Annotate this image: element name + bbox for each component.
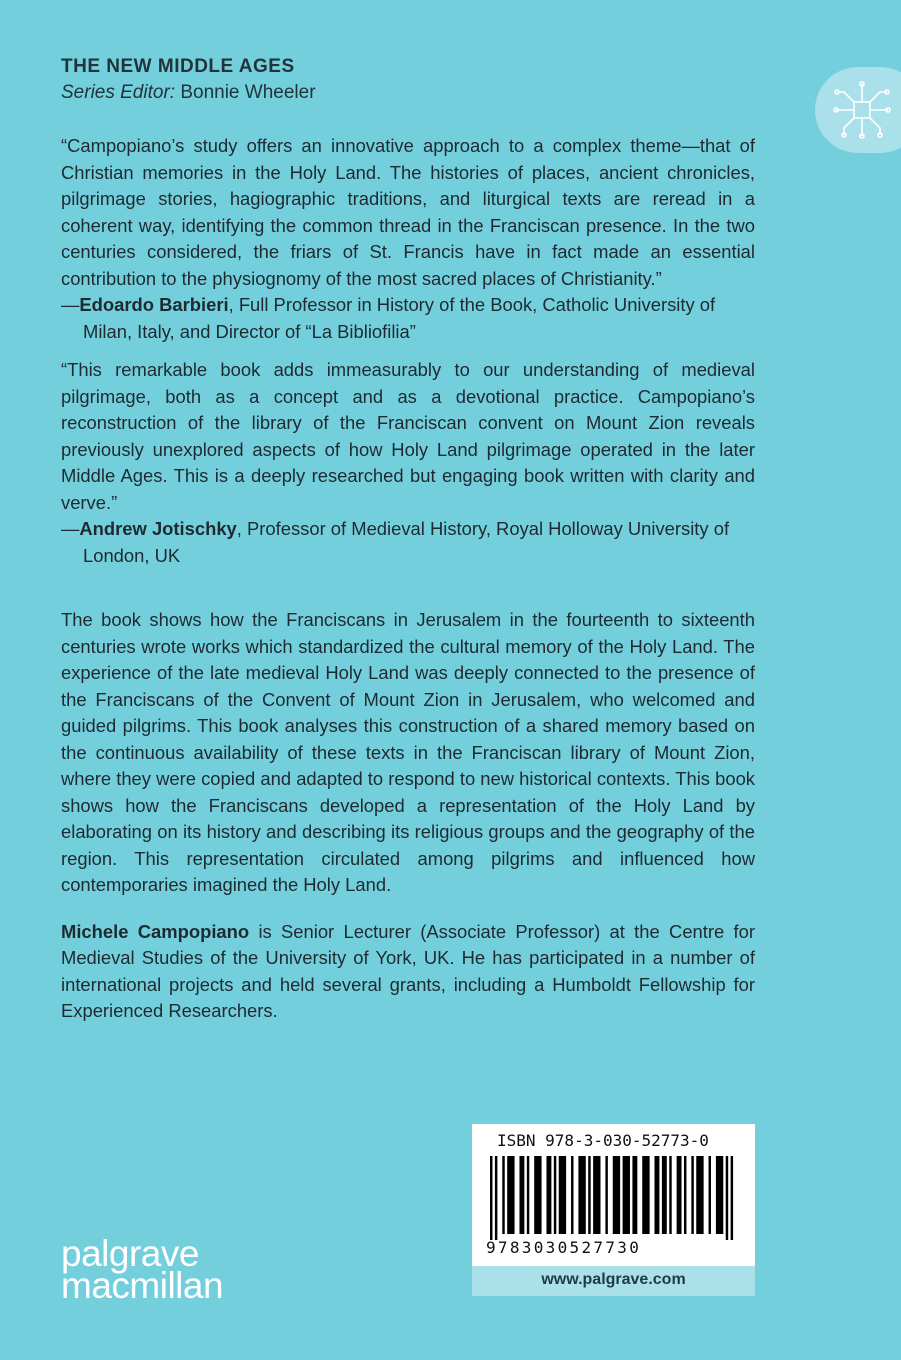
barcode-box [472, 1124, 755, 1266]
series-title: THE NEW MIDDLE AGES [61, 56, 295, 77]
isbn-label: ISBN 978-3-030-52773-0 [497, 1131, 709, 1150]
author-name: Michele Campopiano [61, 920, 250, 942]
barcode-bar [559, 1156, 566, 1234]
back-cover-content [61, 133, 755, 1025]
series-editor-name: Bonnie Wheeler [180, 82, 316, 103]
endorsement-attribution [61, 516, 755, 569]
barcode-bar [490, 1156, 492, 1240]
barcode-bar [623, 1156, 630, 1234]
author-bio-text: is Senior Lecturer (Associate Professor) at the Centre for Medieval Studies of the University of York, UK. He has participated in a number of international projects and held several grants, including a Humboldt Fellowship for Experienced Researchers. [61, 920, 756, 1021]
barcode-bar [726, 1156, 728, 1240]
barcode-bars [490, 1156, 740, 1240]
endorsement-quote: “Campopiano’s study offers an innovative approach to a complex theme—that of Christian memories in the Holy Land. The histories of places, ancient chronicles, pilgrimage stories, hagiographic traditions, and liturgical texts are reread in a coherent way, identifying the common thread in the Franciscan presence. In the two centuries considered, the friars of St. Francis have in fact made an essential contribution to the physiognomy of the most sacred places of Christianity.” [61, 135, 755, 289]
barcode-bar [588, 1156, 590, 1234]
barcode-bar [593, 1156, 600, 1234]
barcode-bar [691, 1156, 693, 1234]
barcode-bar [527, 1156, 529, 1234]
barcode-bar [709, 1156, 711, 1234]
barcode-bar [642, 1156, 649, 1234]
book-description: The book shows how the Franciscans in Jerusalem in the fourteenth to sixteenth centuries wrote works which standardized the cultural memory of the Holy Land. The experience of the late medieval Holy Land was deeply connected to the presence of the Franciscans of the Convent of Mount Zion in Jerusalem, who welcomed and guided pilgrims. This book analyses this construction of a shared memory based on the continuous availability of these texts in the Franciscan library of Mount Zion, where they were copied and adapted to respond to new historical contexts. This book shows how the Franciscans developed a representation of the Holy Land by elaborating on its history and describing its religious groups and the geography of the region. This representation circulated among pilgrims and influenced how contemporaries imagined the Holy Land. [61, 609, 755, 895]
barcode-bar [502, 1156, 504, 1234]
barcode-bar [495, 1156, 497, 1240]
barcode-bar [716, 1156, 723, 1234]
publisher-url: www.palgrave.com [472, 1266, 755, 1296]
barcode-bar [632, 1156, 637, 1234]
publisher-logo [61, 1233, 224, 1306]
publisher-name-line1: palgrave [61, 1233, 199, 1274]
endorser-affiliation: , Professor of Medieval History, Royal Holloway University of London, UK [83, 518, 730, 566]
series-editor-label: Series Editor: [61, 82, 176, 103]
barcode-bar [662, 1156, 667, 1234]
series-emblem [815, 67, 901, 153]
barcode-bar [554, 1156, 556, 1234]
barcode-bar [696, 1156, 703, 1234]
barcode-bar [546, 1156, 551, 1234]
barcode-bar [684, 1156, 686, 1234]
barcode-bar [613, 1156, 620, 1234]
endorser-affiliation: , Full Professor in History of the Book, Catholic University of Milan, Italy, and Director of “La Bibliofilia” [83, 294, 716, 342]
endorser-name: Edoardo Barbieri [79, 294, 229, 315]
endorsement-attribution [61, 292, 755, 345]
barcode-bar [731, 1156, 733, 1240]
barcode-bar [571, 1156, 573, 1234]
publisher-name-line2: macmillan [61, 1265, 224, 1306]
series-editor [61, 82, 316, 104]
barcode-bar [605, 1156, 607, 1234]
barcode-bar [677, 1156, 682, 1234]
barcode-bar [578, 1156, 585, 1234]
barcode-bar [534, 1156, 541, 1234]
endorsement-quote: “This remarkable book adds immeasurably to our understanding of medieval pilgrimage, both as a concept and as a devotional practice. Campopiano’s reconstruction of the library of the Franciscan convent on Mount Zion reveals previously unexplored aspects of how Holy Land pilgrimage operated in the later Middle Ages. This is a deeply researched but engaging book written with clarity and verve.” [61, 359, 755, 513]
barcode-bar [519, 1156, 524, 1234]
barcode-bar [507, 1156, 514, 1234]
endorser-name: Andrew Jotischky [79, 518, 237, 539]
circuit-star-icon [832, 80, 892, 140]
attribution-dash: — [61, 518, 80, 539]
barcode-bar [669, 1156, 671, 1234]
attribution-dash: — [61, 294, 80, 315]
ean-digits: 9783030527730 [486, 1238, 642, 1257]
barcode-bar [655, 1156, 660, 1234]
author-bio [61, 919, 755, 1025]
